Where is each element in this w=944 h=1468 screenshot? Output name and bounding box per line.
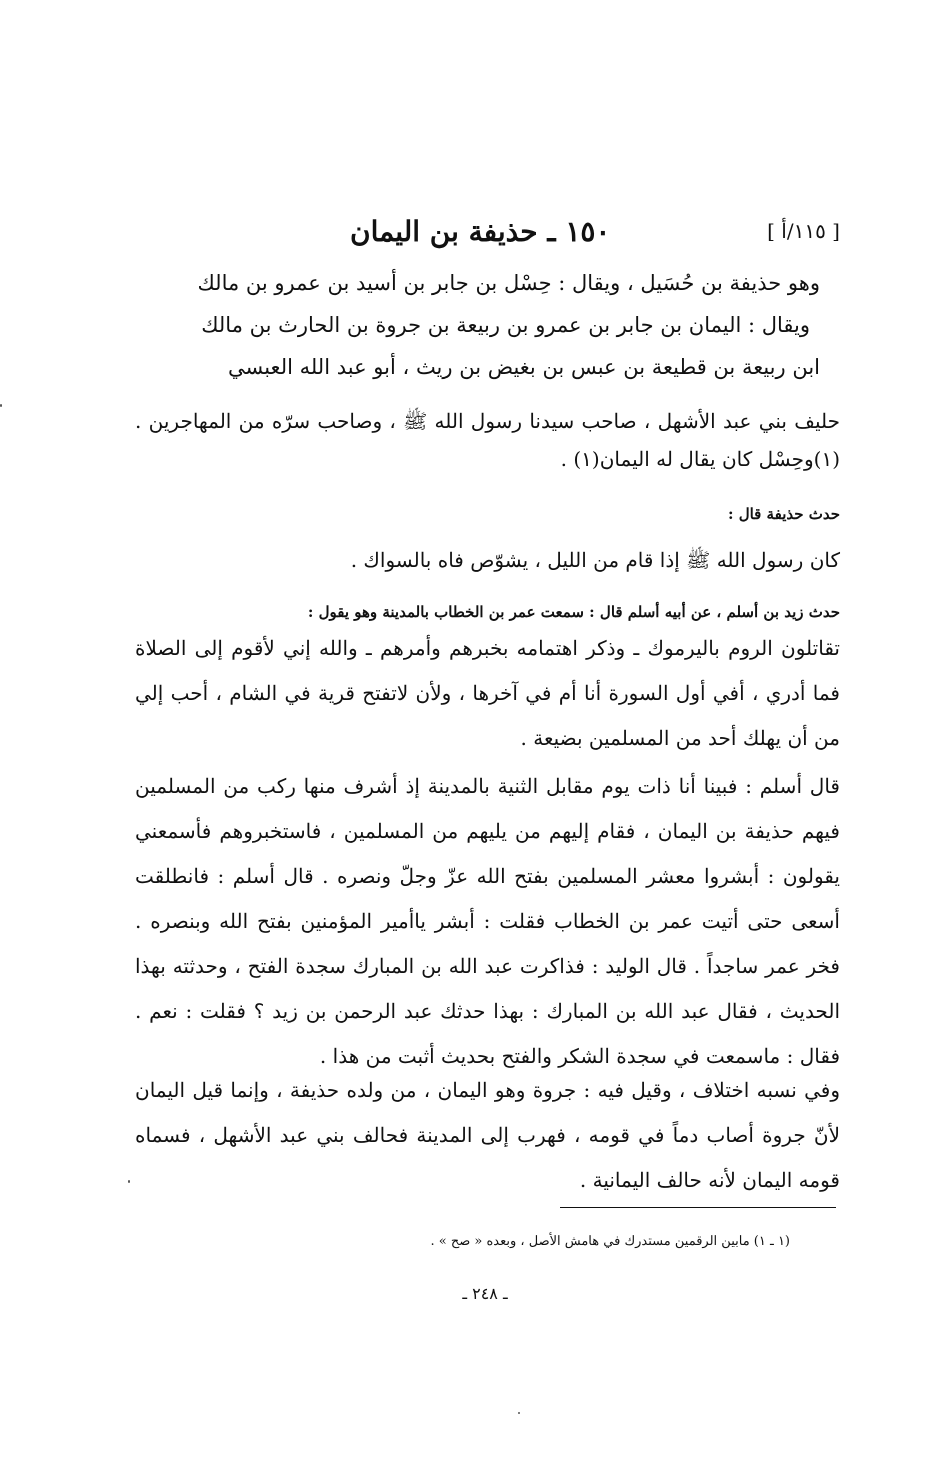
narration-paragraph: قال أسلم : فبينا أنا ذات يوم مقابل الثنية بالمدينة إذ أشرف منها ركب من المسلمين فيهم حذيفة بن اليمان ، فقام إليهم من يليهم من المسلمين ، فاستخبروهم فأسمعني يقولون : أبشروا معشر المسلمين بفتح الله عزّ وجلّ ونصره . قال أسلم : فانطلقت أسعى حتى أتيت عمر بن الخطاب فقلت : أبشر ياأمير المؤمنين بفتح الله وبنصره . فخر عمر ساجداً . قال الوليد : فذاكرت عبد الله بن المبارك سجدة الفتح ، وحدثته بهذا الحديث ، فقال عبد الله بن المبارك : بهذا حدثك عبد الرحمن بن زيد ؟ فقلت : نعم . فقال : ماسمعت في سجدة الشكر والفتح بحديث أثبت من هذا . <box>135 774 840 1068</box>
lineage-line: وهو حذيفة بن حُسَيل ، ويقال : حِسْل بن جابر بن أسيد بن عمرو بن مالك <box>197 271 820 295</box>
scan-speck <box>128 1180 130 1183</box>
entry-title: ١٥٠ ـ حذيفة بن اليمان <box>350 215 611 248</box>
intro-paragraph: حليف بني عبد الأشهل ، صاحب سيدنا رسول الله ﷺ ، وصاحب سرّه من المهاجرين . (١)وحِسْل كان يقال له اليمان(١) . <box>135 409 840 471</box>
page-number: ـ ٢٤٨ ـ <box>462 1284 508 1303</box>
folio-reference: [ ١١٥/أ ] <box>767 219 840 243</box>
scan-speck <box>518 1412 520 1414</box>
footnote: (١ ـ ١) مابين الرقمين مستدرك في هامش الأصل ، وبعده « صح » . <box>430 1234 790 1249</box>
footnote-separator <box>560 1207 836 1208</box>
lineage-block <box>150 262 820 388</box>
isnad-chain: حدث زيد بن أسلم ، عن أبيه أسلم قال : سمعت عمر بن الخطاب بالمدينة وهو يقول : <box>307 603 840 621</box>
hadith-text: كان رسول الله ﷺ إذا قام من الليل ، يشوّص فاه بالسواك . <box>350 548 840 572</box>
lineage-line: ويقال : اليمان بن جابر بن عمرو بن ربيعة بن جروة بن الحارث بن مالك <box>201 313 810 337</box>
hadith-text: تقاتلون الروم باليرموك ـ وذكر اهتمامه بخبرهم وأمرهم ـ والله إني لأقوم إلى الصلاة فما أدري ، أفي أول السورة أنا أم في آخرها ، ولأن لاتفتح قرية في الشام ، أحب إلي من أن يهلك أحد من المسلمين بضيعة . <box>135 636 840 750</box>
lineage-line: ابن ربيعة بن قطيعة بن عبس بن بغيض بن ريث ، أبو عبد الله العبسي <box>227 355 820 379</box>
genealogy-paragraph: وفي نسبه اختلاف ، وقيل فيه : جروة وهو اليمان ، من ولده حذيفة ، وإنما قيل اليمان لأنّ جروة أصاب دماً في قومه ، فهرب إلى المدينة فحالف بني عبد الأشهل ، فسماه قومه اليمان لأنه حالف اليمانية . <box>135 1078 840 1192</box>
isnad-chain: حدث حذيفة قال : <box>727 505 840 523</box>
scan-speck <box>0 404 2 407</box>
entry-header <box>130 215 840 259</box>
